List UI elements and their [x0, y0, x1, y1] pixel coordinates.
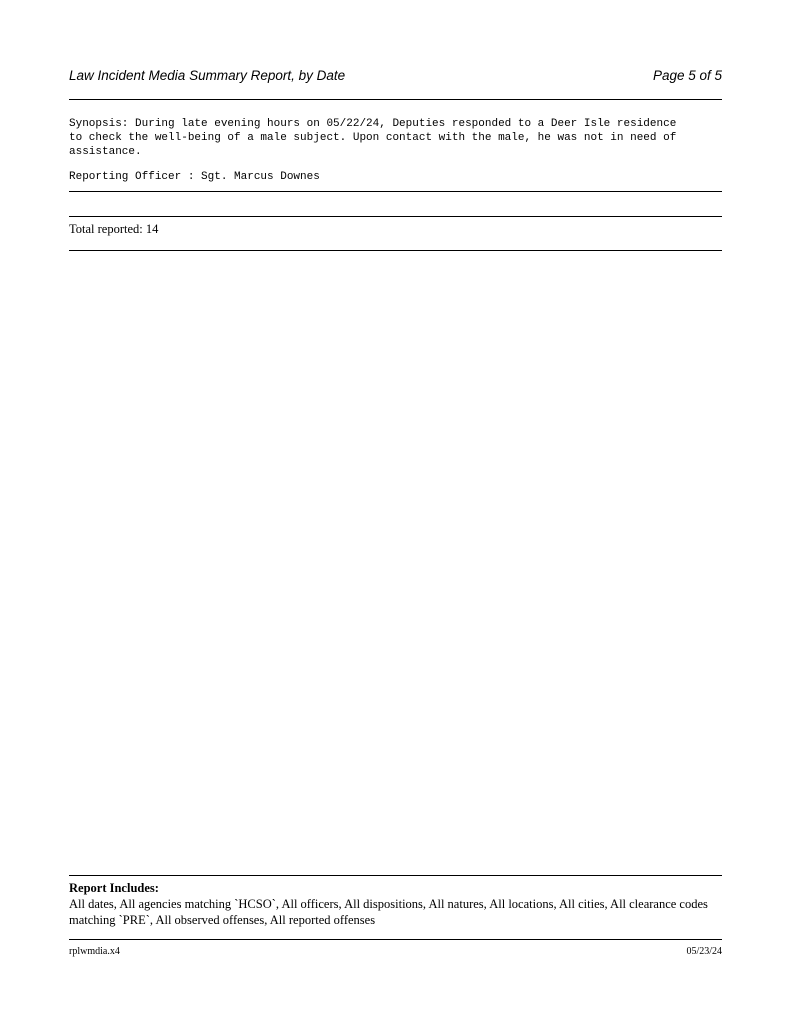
- page-number: Page 5 of 5: [652, 68, 722, 83]
- footer-date: 05/23/24: [686, 946, 722, 957]
- page-footer: [69, 946, 722, 960]
- report-includes-label: Report Includes:: [69, 881, 159, 895]
- entry-divider: [69, 191, 722, 192]
- report-includes-text: All dates, All agencies matching `HCSO`, All officers, All dispositions, All natures, All locations, All cities, All clearance codes matching `PRE`, All observed offenses, All reported offenses: [69, 897, 708, 927]
- report-title: Law Incident Media Summary Report, by Date: [69, 68, 346, 83]
- summary-bottom-divider: [69, 250, 722, 251]
- footer-bottom-divider: [69, 939, 722, 940]
- total-reported: Total reported: 14: [69, 222, 159, 236]
- reporting-officer: Reporting Officer : Sgt. Marcus Downes: [69, 171, 320, 183]
- footer-filename: rplwmdia.x4: [69, 946, 120, 957]
- report-header: [69, 68, 722, 88]
- incident-synopsis: Synopsis: During late evening hours on 05/22/24, Deputies responded to a Deer Isle residence to check the well-being of a male subject. Upon contact with the male, he was not in need of assistance.: [69, 118, 677, 158]
- header-divider: [69, 99, 722, 100]
- footer-top-divider: [69, 875, 722, 876]
- report-includes: [69, 880, 722, 928]
- summary-top-divider: [69, 216, 722, 217]
